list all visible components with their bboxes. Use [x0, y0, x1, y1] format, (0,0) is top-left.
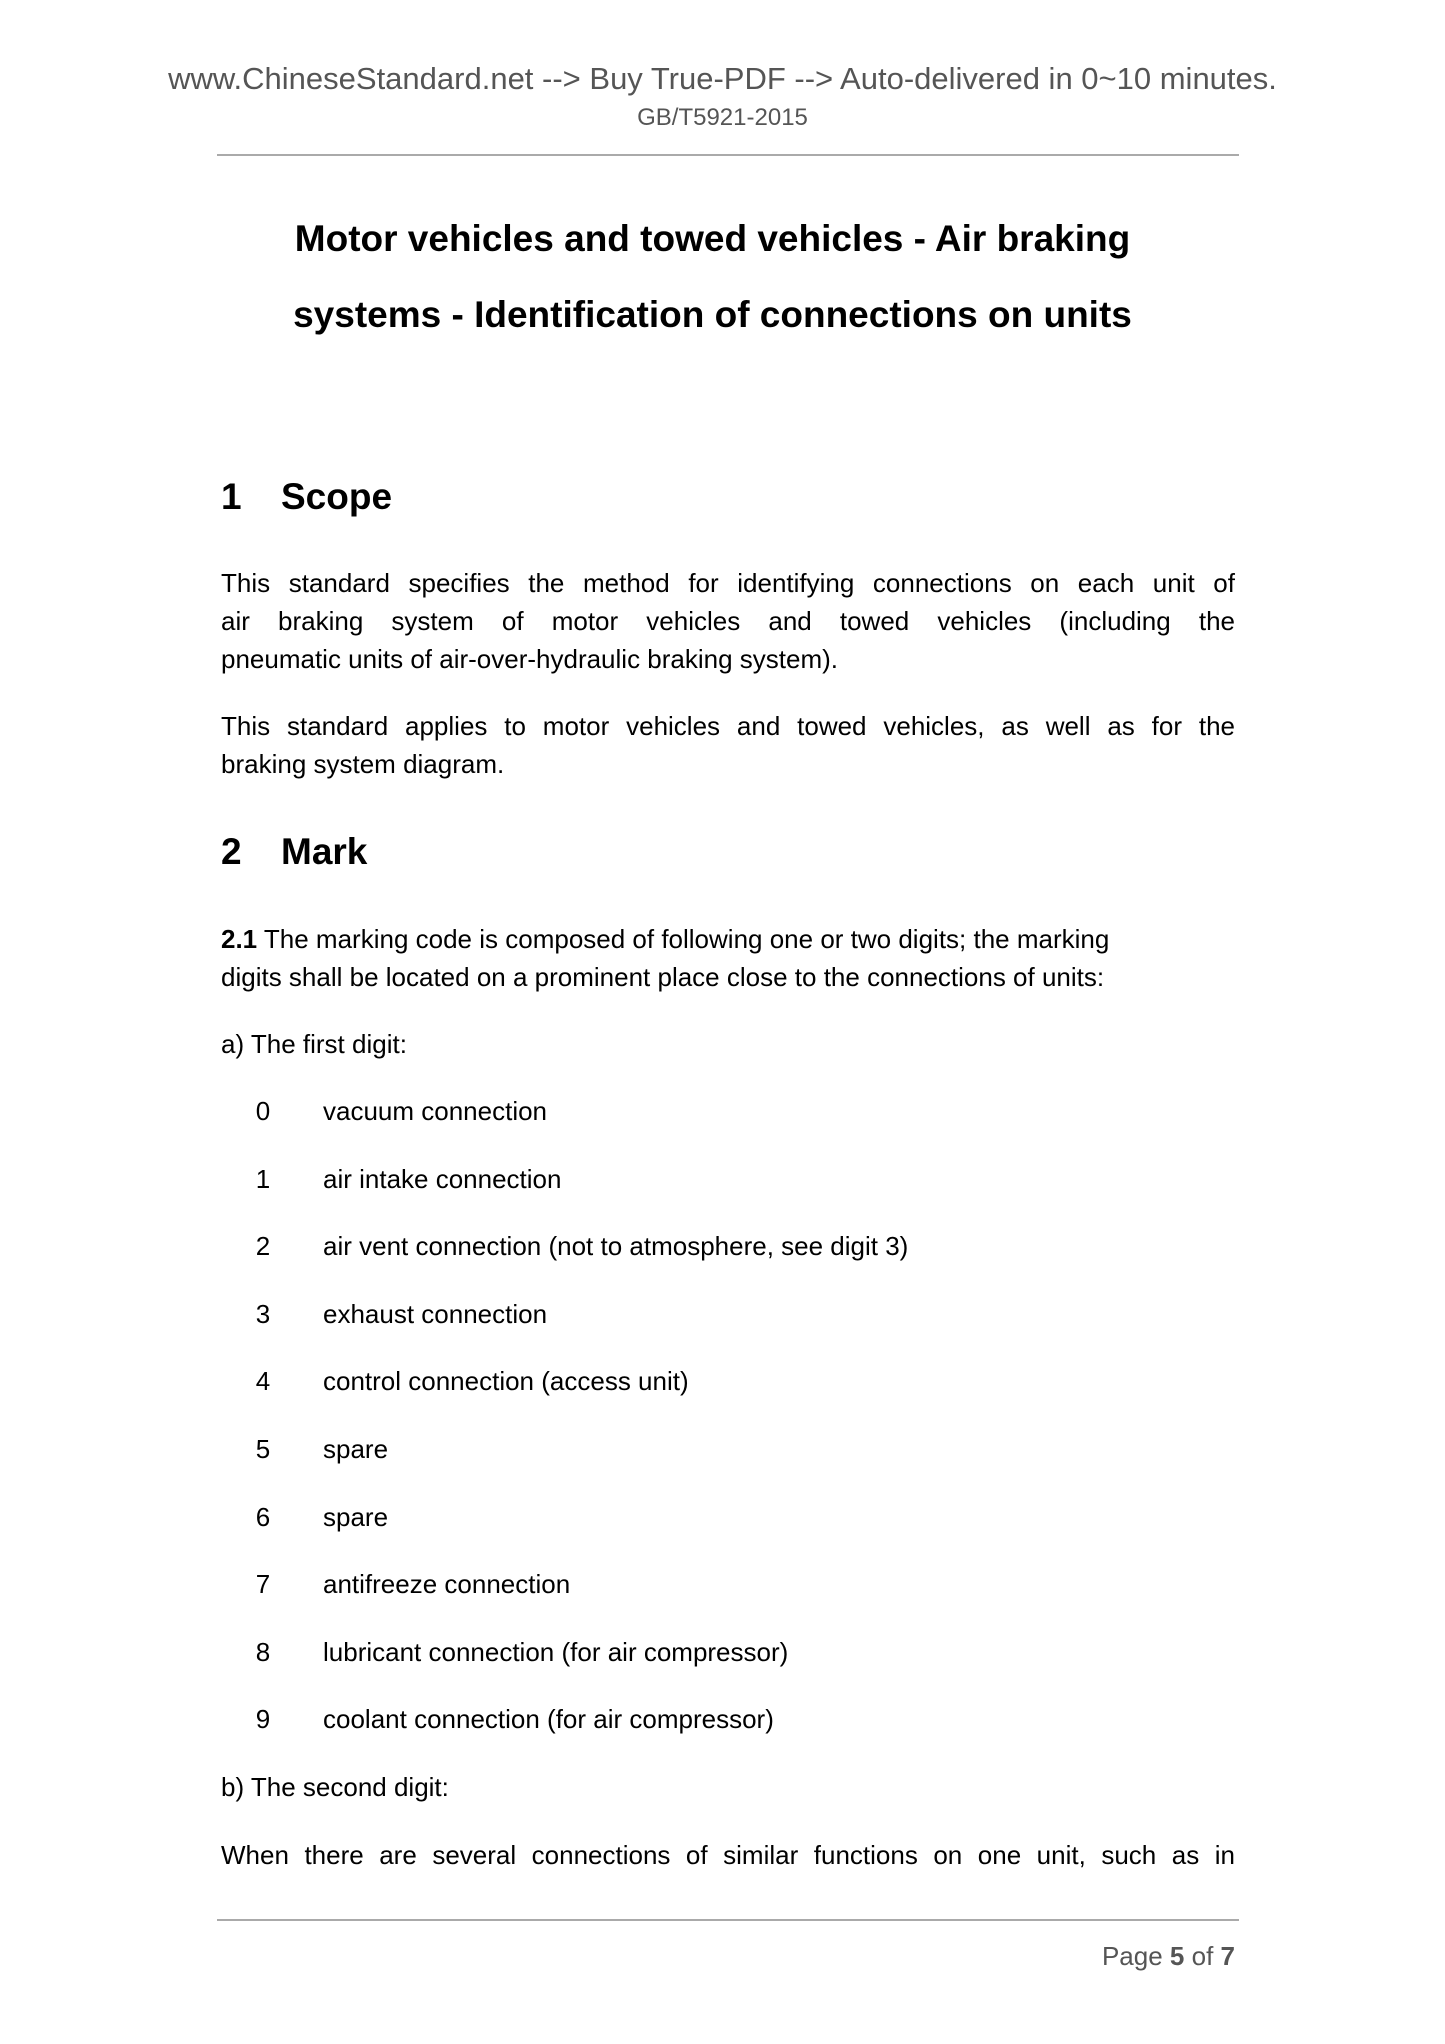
of-label: of [1191, 1941, 1214, 1971]
doc-title-line-2: systems - Identification of connections on units [293, 294, 1132, 335]
digit-meaning: spare [323, 1501, 389, 1532]
doc-title-line-1: Motor vehicles and towed vehicles - Air braking [294, 218, 1131, 259]
document-code: GB/T5921-2015 [637, 104, 808, 131]
body-text-line: When there are several connections of similar functions on one unit, such as in [221, 1840, 1235, 1870]
digit-code: 0 [255, 1096, 271, 1126]
total-pages: 7 [1220, 1941, 1235, 1971]
digit-meaning: control connection (access unit) [323, 1366, 689, 1397]
section-2-heading [221, 827, 367, 877]
scope-para-1-line: pneumatic units of air-over-hydraulic braking system). [221, 644, 839, 674]
digit-meaning: spare [323, 1434, 389, 1464]
digit-meaning: air vent connection (not to atmosphere, see digit 3) [323, 1231, 909, 1262]
digit-meaning: vacuum connection [323, 1096, 548, 1126]
clause-2-1-line-2: digits shall be located on a prominent place close to the connections of units: [221, 962, 1105, 992]
first-digit-label: a) The first digit: [221, 1029, 407, 1059]
section-number: 1 [221, 476, 242, 517]
section-1-heading [221, 472, 392, 522]
digit-code: 9 [255, 1704, 271, 1735]
footer-divider [217, 1919, 1239, 1921]
digit-meaning: coolant connection (for air compressor) [323, 1704, 774, 1735]
digit-meaning: air intake connection [323, 1163, 562, 1194]
scope-para-2-line: This standard applies to motor vehicles and towed vehicles, as well as for the [221, 711, 1235, 741]
page-number [1102, 1937, 1235, 1975]
header-divider [217, 154, 1239, 156]
section-number: 2 [221, 831, 242, 872]
digit-code: 4 [255, 1366, 271, 1397]
page-label: Page [1101, 1941, 1163, 1971]
digit-code: 3 [255, 1298, 271, 1329]
digit-code: 5 [255, 1434, 271, 1464]
clause-number: 2.1 [221, 924, 258, 954]
section-title: Scope [281, 476, 393, 517]
clause-text: The marking code is composed of following one or two digits; the marking [257, 924, 1110, 954]
current-page: 5 [1169, 1941, 1185, 1971]
scope-para-1-line: This standard specifies the method for identifying connections on each unit of [221, 568, 1235, 598]
header-banner: www.ChineseStandard.net --> Buy True-PDF --> Auto-delivered in 0~10 minutes. [168, 61, 1277, 96]
digit-code: 2 [255, 1231, 271, 1262]
second-digit-label: b) The second digit: [221, 1772, 449, 1802]
digit-code: 1 [255, 1163, 271, 1194]
clause-2-1-line-1 [221, 920, 1235, 958]
scope-para-1-line: air braking system of motor vehicles and towed vehicles (including the [221, 606, 1235, 636]
digit-code: 8 [255, 1636, 271, 1667]
digit-code: 7 [255, 1569, 271, 1600]
digit-meaning: antifreeze connection [323, 1569, 571, 1600]
scope-para-2-line: braking system diagram. [221, 749, 505, 779]
digit-meaning: lubricant connection (for air compressor) [323, 1636, 789, 1667]
digit-meaning: exhaust connection [323, 1298, 548, 1329]
section-title: Mark [281, 831, 368, 872]
digit-code: 6 [255, 1501, 271, 1532]
